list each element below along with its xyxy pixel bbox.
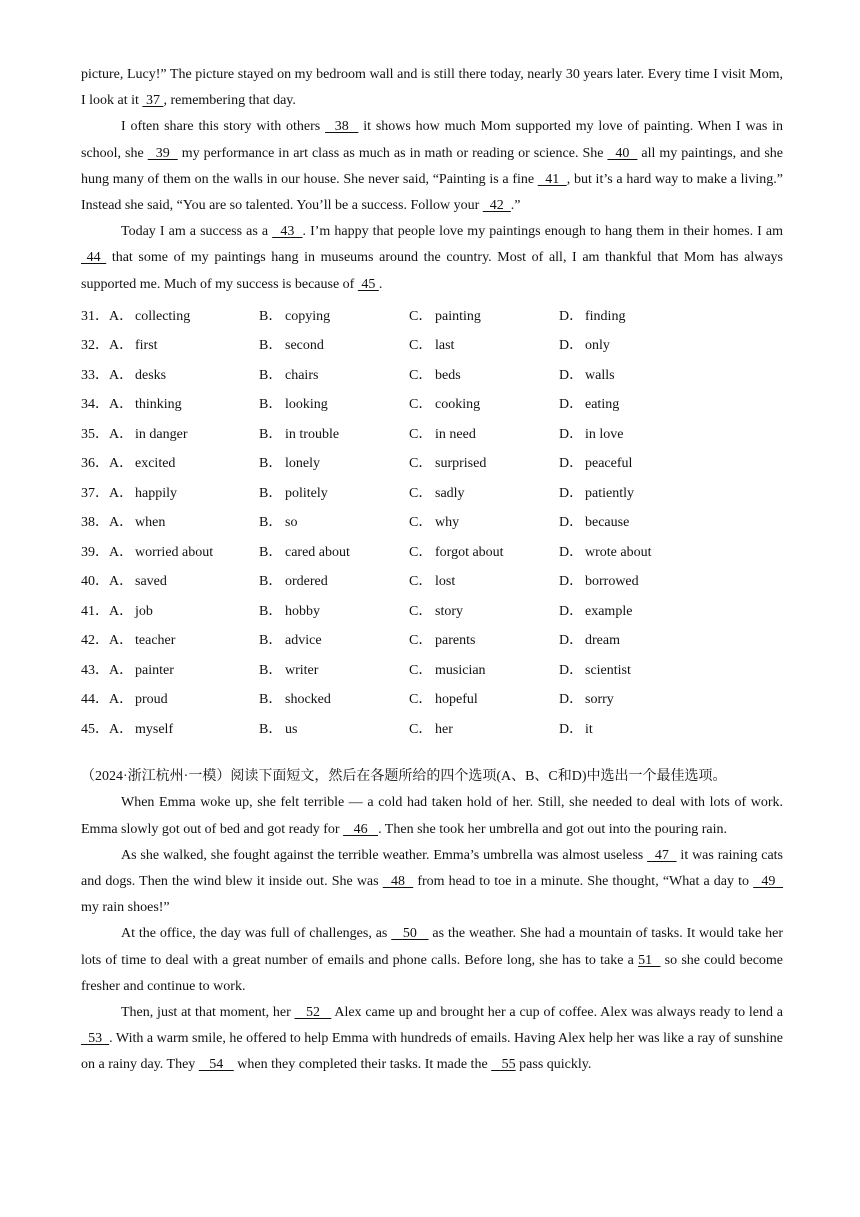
question-row xyxy=(81,418,709,448)
option-a xyxy=(109,683,259,713)
option-text: politely xyxy=(285,485,328,501)
option-letter: C． xyxy=(409,485,433,501)
option-a xyxy=(109,477,259,507)
option-text: scientist xyxy=(585,662,631,678)
question-row xyxy=(81,624,709,654)
question-row xyxy=(81,477,709,507)
passage-paragraph xyxy=(81,219,783,298)
option-text: sorry xyxy=(585,692,614,708)
option-text: so xyxy=(285,515,298,531)
paragraph-text: it shows how much Mom supported my love of painting. When I was in school, she xyxy=(81,119,784,161)
answer-blank: 43 xyxy=(272,224,303,240)
option-a xyxy=(109,418,259,448)
option-letter: B． xyxy=(259,721,283,737)
option-text: job xyxy=(135,603,153,619)
answer-blank: 37 xyxy=(142,93,164,109)
option-a xyxy=(109,654,259,684)
option-text: in need xyxy=(435,426,476,442)
option-c xyxy=(409,447,559,477)
option-a xyxy=(109,624,259,654)
option-letter: A． xyxy=(109,367,134,383)
question-row xyxy=(81,595,709,625)
option-letter: D． xyxy=(559,633,584,649)
answer-blank: 50 xyxy=(391,926,429,942)
option-b xyxy=(259,388,409,418)
option-d xyxy=(559,654,709,684)
option-text: thinking xyxy=(135,397,182,413)
passage-paragraph xyxy=(81,114,783,219)
paragraph-text: so she could become fresher and continue to work. xyxy=(81,952,784,994)
paragraph-text: pass quickly. xyxy=(515,1057,592,1073)
question-number: 31． xyxy=(81,308,109,324)
option-text: finding xyxy=(585,308,626,324)
option-text: in trouble xyxy=(285,426,340,442)
answer-blank: 42 xyxy=(482,198,511,214)
paragraph-text: Alex came up and brought her a cup of coffee. Alex was always ready to lend a xyxy=(331,1004,783,1020)
option-text: musician xyxy=(435,662,486,678)
option-d xyxy=(559,447,709,477)
question-row xyxy=(81,388,709,418)
option-b xyxy=(259,506,409,536)
option-letter: D． xyxy=(559,574,584,590)
question-row xyxy=(81,654,709,684)
answer-blank: 44 xyxy=(81,250,107,266)
option-letter: D． xyxy=(559,338,584,354)
option-letter: D． xyxy=(559,426,584,442)
option-b xyxy=(259,595,409,625)
option-b xyxy=(259,713,409,743)
option-d xyxy=(559,536,709,566)
question-row xyxy=(81,359,709,389)
option-text: happily xyxy=(135,485,177,501)
option-text: proud xyxy=(135,692,168,708)
option-letter: B． xyxy=(259,603,283,619)
option-letter: A． xyxy=(109,426,134,442)
option-c xyxy=(409,506,559,536)
option-letter: D． xyxy=(559,308,584,324)
option-c xyxy=(409,300,559,330)
option-c xyxy=(409,477,559,507)
option-letter: C． xyxy=(409,515,433,531)
option-d xyxy=(559,388,709,418)
question-row xyxy=(81,300,709,330)
option-b xyxy=(259,536,409,566)
question-row xyxy=(81,536,709,566)
option-letter: B． xyxy=(259,692,283,708)
option-text: beds xyxy=(435,367,461,383)
paragraph-text: , but it’s a hard way to make a living.” Instead she said, “You are so talented. You’ll be a success. Follow your xyxy=(81,171,783,214)
option-text: saved xyxy=(135,574,167,590)
option-text: wrote about xyxy=(585,544,652,560)
option-text: because xyxy=(585,515,630,531)
paragraph-text: .” xyxy=(510,198,521,214)
paragraph-text: . With a warm smile, he offered to help Emma with hundreds of emails. Having Alex help her was like a ray of sunshine on a rainy day. They xyxy=(81,1031,783,1073)
paragraph-text: picture, Lucy!” The picture stayed on my bedroom wall and is still there today, nearly 30 years later. Every time I visit Mom, I look at it xyxy=(81,67,783,109)
question-number: 45． xyxy=(81,721,109,737)
option-d xyxy=(559,565,709,595)
answer-blank: 47 xyxy=(647,847,677,863)
paragraph-text: from head to toe in a minute. She thought, “What a day to xyxy=(413,873,754,889)
option-letter: B． xyxy=(259,633,283,649)
option-letter: A． xyxy=(109,544,134,560)
option-letter: C． xyxy=(409,308,433,324)
option-letter: A． xyxy=(109,456,134,472)
question-number: 41． xyxy=(81,603,109,619)
option-letter: C． xyxy=(409,574,433,590)
option-text: peaceful xyxy=(585,456,633,472)
document-page xyxy=(81,62,783,1079)
option-text: painter xyxy=(135,662,174,678)
option-letter: D． xyxy=(559,515,584,531)
option-b xyxy=(259,477,409,507)
option-b xyxy=(259,359,409,389)
option-text: last xyxy=(435,338,455,354)
option-letter: A． xyxy=(109,603,134,619)
option-a xyxy=(109,447,259,477)
option-letter: A． xyxy=(109,692,134,708)
paragraph-text: when they completed their tasks. It made the xyxy=(233,1057,492,1073)
option-letter: C． xyxy=(409,456,433,472)
paragraph-text: Today I am a success as a xyxy=(121,224,273,240)
option-letter: D． xyxy=(559,721,584,737)
option-d xyxy=(559,329,709,359)
option-b xyxy=(259,447,409,477)
option-letter: C． xyxy=(409,692,433,708)
option-d xyxy=(559,300,709,330)
option-d xyxy=(559,506,709,536)
option-c xyxy=(409,329,559,359)
option-a xyxy=(109,388,259,418)
option-b xyxy=(259,565,409,595)
option-text: surprised xyxy=(435,456,487,472)
answer-blank: 46 xyxy=(343,821,379,837)
option-text: copying xyxy=(285,308,331,324)
option-letter: A． xyxy=(109,397,134,413)
option-letter: D． xyxy=(559,456,584,472)
answer-blank: 39 xyxy=(147,145,178,161)
passage-paragraph xyxy=(81,1000,783,1079)
option-text: cared about xyxy=(285,544,350,560)
answer-blank: 48 xyxy=(382,873,414,889)
paragraph-text: At the office, the day was full of challenges, as xyxy=(121,926,392,942)
passage-paragraph xyxy=(81,843,783,922)
option-letter: B． xyxy=(259,426,283,442)
option-letter: A． xyxy=(109,308,134,324)
option-letter: D． xyxy=(559,662,584,678)
option-letter: B． xyxy=(259,515,283,531)
option-letter: B． xyxy=(259,456,283,472)
option-letter: D． xyxy=(559,367,584,383)
answer-blank: 51 xyxy=(638,952,661,968)
option-letter: B． xyxy=(259,308,283,324)
option-letter: C． xyxy=(409,662,433,678)
option-b xyxy=(259,418,409,448)
option-a xyxy=(109,595,259,625)
option-letter: C． xyxy=(409,426,433,442)
passage-paragraph xyxy=(81,921,783,1000)
option-text: in love xyxy=(585,426,624,442)
question-row xyxy=(81,506,709,536)
option-letter: C． xyxy=(409,721,433,737)
paragraph-text: that some of my paintings hang in museums around the country. Most of all, I am thankful that Mom has always supported me. Much of my success is because of xyxy=(81,250,783,292)
option-text: why xyxy=(435,515,460,531)
option-a xyxy=(109,300,259,330)
option-letter: B． xyxy=(259,397,283,413)
option-letter: D． xyxy=(559,397,584,413)
answer-blank: 52 xyxy=(294,1004,332,1020)
option-c xyxy=(409,565,559,595)
paragraph-text: . I’m happy that people love my paintings enough to hang them in their homes. I am xyxy=(302,224,783,240)
answer-blank: 49 xyxy=(753,873,784,889)
question-number: 38． xyxy=(81,515,109,531)
option-d xyxy=(559,477,709,507)
option-b xyxy=(259,683,409,713)
paragraph-text: as the weather. She had a mountain of tasks. It would take her lots of time to deal with a great number of emails and phone calls. Before long, she has to take a xyxy=(81,926,784,968)
option-a xyxy=(109,506,259,536)
option-letter: D． xyxy=(559,544,584,560)
option-text: her xyxy=(435,721,453,737)
option-text: in danger xyxy=(135,426,188,442)
option-letter: D． xyxy=(559,603,584,619)
option-text: desks xyxy=(135,367,167,383)
option-text: second xyxy=(285,338,324,354)
option-text: teacher xyxy=(135,633,176,649)
option-letter: B． xyxy=(259,367,283,383)
option-letter: B． xyxy=(259,338,283,354)
option-a xyxy=(109,329,259,359)
option-text: us xyxy=(285,721,298,737)
paragraph-text: . Then she took her umbrella and got out into the pouring rain. xyxy=(378,821,727,837)
option-text: ordered xyxy=(285,574,328,590)
option-d xyxy=(559,418,709,448)
option-c xyxy=(409,359,559,389)
option-text: it xyxy=(585,721,593,737)
question-options-table xyxy=(81,300,709,743)
option-letter: C． xyxy=(409,633,433,649)
option-b xyxy=(259,624,409,654)
question-row xyxy=(81,565,709,595)
option-text: dream xyxy=(585,633,620,649)
option-letter: B． xyxy=(259,544,283,560)
option-letter: A． xyxy=(109,721,134,737)
question-number: 37． xyxy=(81,485,109,501)
option-d xyxy=(559,359,709,389)
option-a xyxy=(109,359,259,389)
option-text: looking xyxy=(285,397,328,413)
question-row xyxy=(81,329,709,359)
option-b xyxy=(259,300,409,330)
answer-blank: 55 xyxy=(491,1057,516,1073)
option-d xyxy=(559,595,709,625)
option-c xyxy=(409,388,559,418)
question-row xyxy=(81,447,709,477)
question-number: 40． xyxy=(81,574,109,590)
question-number: 39． xyxy=(81,544,109,560)
option-c xyxy=(409,624,559,654)
option-d xyxy=(559,624,709,654)
option-text: excited xyxy=(135,456,176,472)
option-text: when xyxy=(135,515,166,531)
question-number: 32． xyxy=(81,338,109,354)
option-a xyxy=(109,565,259,595)
paragraph-text: my performance in art class as much as in math or reading or science. She xyxy=(177,145,608,161)
option-text: worried about xyxy=(135,544,214,560)
option-text: eating xyxy=(585,397,620,413)
answer-blank: 53 xyxy=(81,1031,110,1047)
option-text: painting xyxy=(435,308,481,324)
question-number: 44． xyxy=(81,692,109,708)
option-letter: A． xyxy=(109,485,134,501)
paragraph-text: all my paintings, and she hung many of them on the walls in our house. She never said, “Painting is a fine xyxy=(81,145,783,187)
answer-blank: 54 xyxy=(198,1057,234,1073)
option-letter: D． xyxy=(559,692,584,708)
option-letter: C． xyxy=(409,338,433,354)
option-text: hopeful xyxy=(435,692,478,708)
option-c xyxy=(409,713,559,743)
option-text: first xyxy=(135,338,158,354)
option-letter: B． xyxy=(259,574,283,590)
section-2-instruction: （2024·浙江杭州·一模）阅读下面短文，然后在各题所给的四个选项(A、B、C和D)中选出一个最佳选项。 xyxy=(81,769,727,785)
paragraph-text: . xyxy=(378,276,383,292)
option-d xyxy=(559,713,709,743)
option-text: myself xyxy=(135,721,174,737)
option-letter: C． xyxy=(409,397,433,413)
question-number: 43． xyxy=(81,662,109,678)
option-text: story xyxy=(435,603,463,619)
option-letter: B． xyxy=(259,662,283,678)
option-d xyxy=(559,683,709,713)
option-letter: A． xyxy=(109,515,134,531)
option-text: parents xyxy=(435,633,476,649)
option-text: forgot about xyxy=(435,544,504,560)
answer-blank: 45 xyxy=(357,276,379,292)
paragraph-text: it was raining cats and dogs. Then the wind blew it inside out. She was xyxy=(81,847,783,889)
option-text: walls xyxy=(585,367,615,383)
paragraph-text: I often share this story with others xyxy=(121,119,326,135)
option-c xyxy=(409,536,559,566)
option-b xyxy=(259,654,409,684)
paragraph-text: , remembering that day. xyxy=(163,93,296,109)
answer-blank: 38 xyxy=(325,119,359,135)
option-text: lost xyxy=(435,574,456,590)
option-text: hobby xyxy=(285,603,320,619)
option-text: only xyxy=(585,338,610,354)
option-letter: C． xyxy=(409,544,433,560)
option-text: lonely xyxy=(285,456,320,472)
question-number: 35． xyxy=(81,426,109,442)
passage-1 xyxy=(81,62,783,298)
option-letter: A． xyxy=(109,633,134,649)
option-text: cooking xyxy=(435,397,481,413)
option-text: example xyxy=(585,603,633,619)
question-number: 36． xyxy=(81,456,109,472)
option-letter: B． xyxy=(259,485,283,501)
option-text: collecting xyxy=(135,308,191,324)
question-row xyxy=(81,713,709,743)
option-c xyxy=(409,418,559,448)
option-text: patiently xyxy=(585,485,634,501)
option-text: borrowed xyxy=(585,574,639,590)
passage-2 xyxy=(81,790,783,1078)
option-letter: A． xyxy=(109,662,134,678)
option-c xyxy=(409,595,559,625)
option-letter: D． xyxy=(559,485,584,501)
option-text: advice xyxy=(285,633,322,649)
question-number: 33． xyxy=(81,367,109,383)
option-c xyxy=(409,654,559,684)
option-letter: A． xyxy=(109,574,134,590)
answer-blank: 41 xyxy=(537,171,567,187)
option-letter: A． xyxy=(109,338,134,354)
option-text: chairs xyxy=(285,367,319,383)
option-b xyxy=(259,329,409,359)
passage-paragraph xyxy=(81,790,783,842)
option-letter: C． xyxy=(409,367,433,383)
option-text: shocked xyxy=(285,692,331,708)
answer-blank: 40 xyxy=(607,145,638,161)
option-c xyxy=(409,683,559,713)
question-number: 42． xyxy=(81,633,109,649)
option-letter: C． xyxy=(409,603,433,619)
option-text: writer xyxy=(285,662,319,678)
paragraph-text: my rain shoes!” xyxy=(81,900,170,916)
option-text: sadly xyxy=(435,485,465,501)
question-row xyxy=(81,683,709,713)
passage-paragraph xyxy=(81,62,783,114)
paragraph-text: As she walked, she fought against the terrible weather. Emma’s umbrella was almost useless xyxy=(121,847,648,863)
paragraph-text: When Emma woke up, she felt terrible — a cold had taken hold of her. Still, she needed to deal with lots of work. Emma slowly got out of bed and got ready for xyxy=(81,795,783,837)
paragraph-text: Then, just at that moment, her xyxy=(121,1004,295,1020)
option-a xyxy=(109,713,259,743)
question-number: 34． xyxy=(81,397,109,413)
option-a xyxy=(109,536,259,566)
